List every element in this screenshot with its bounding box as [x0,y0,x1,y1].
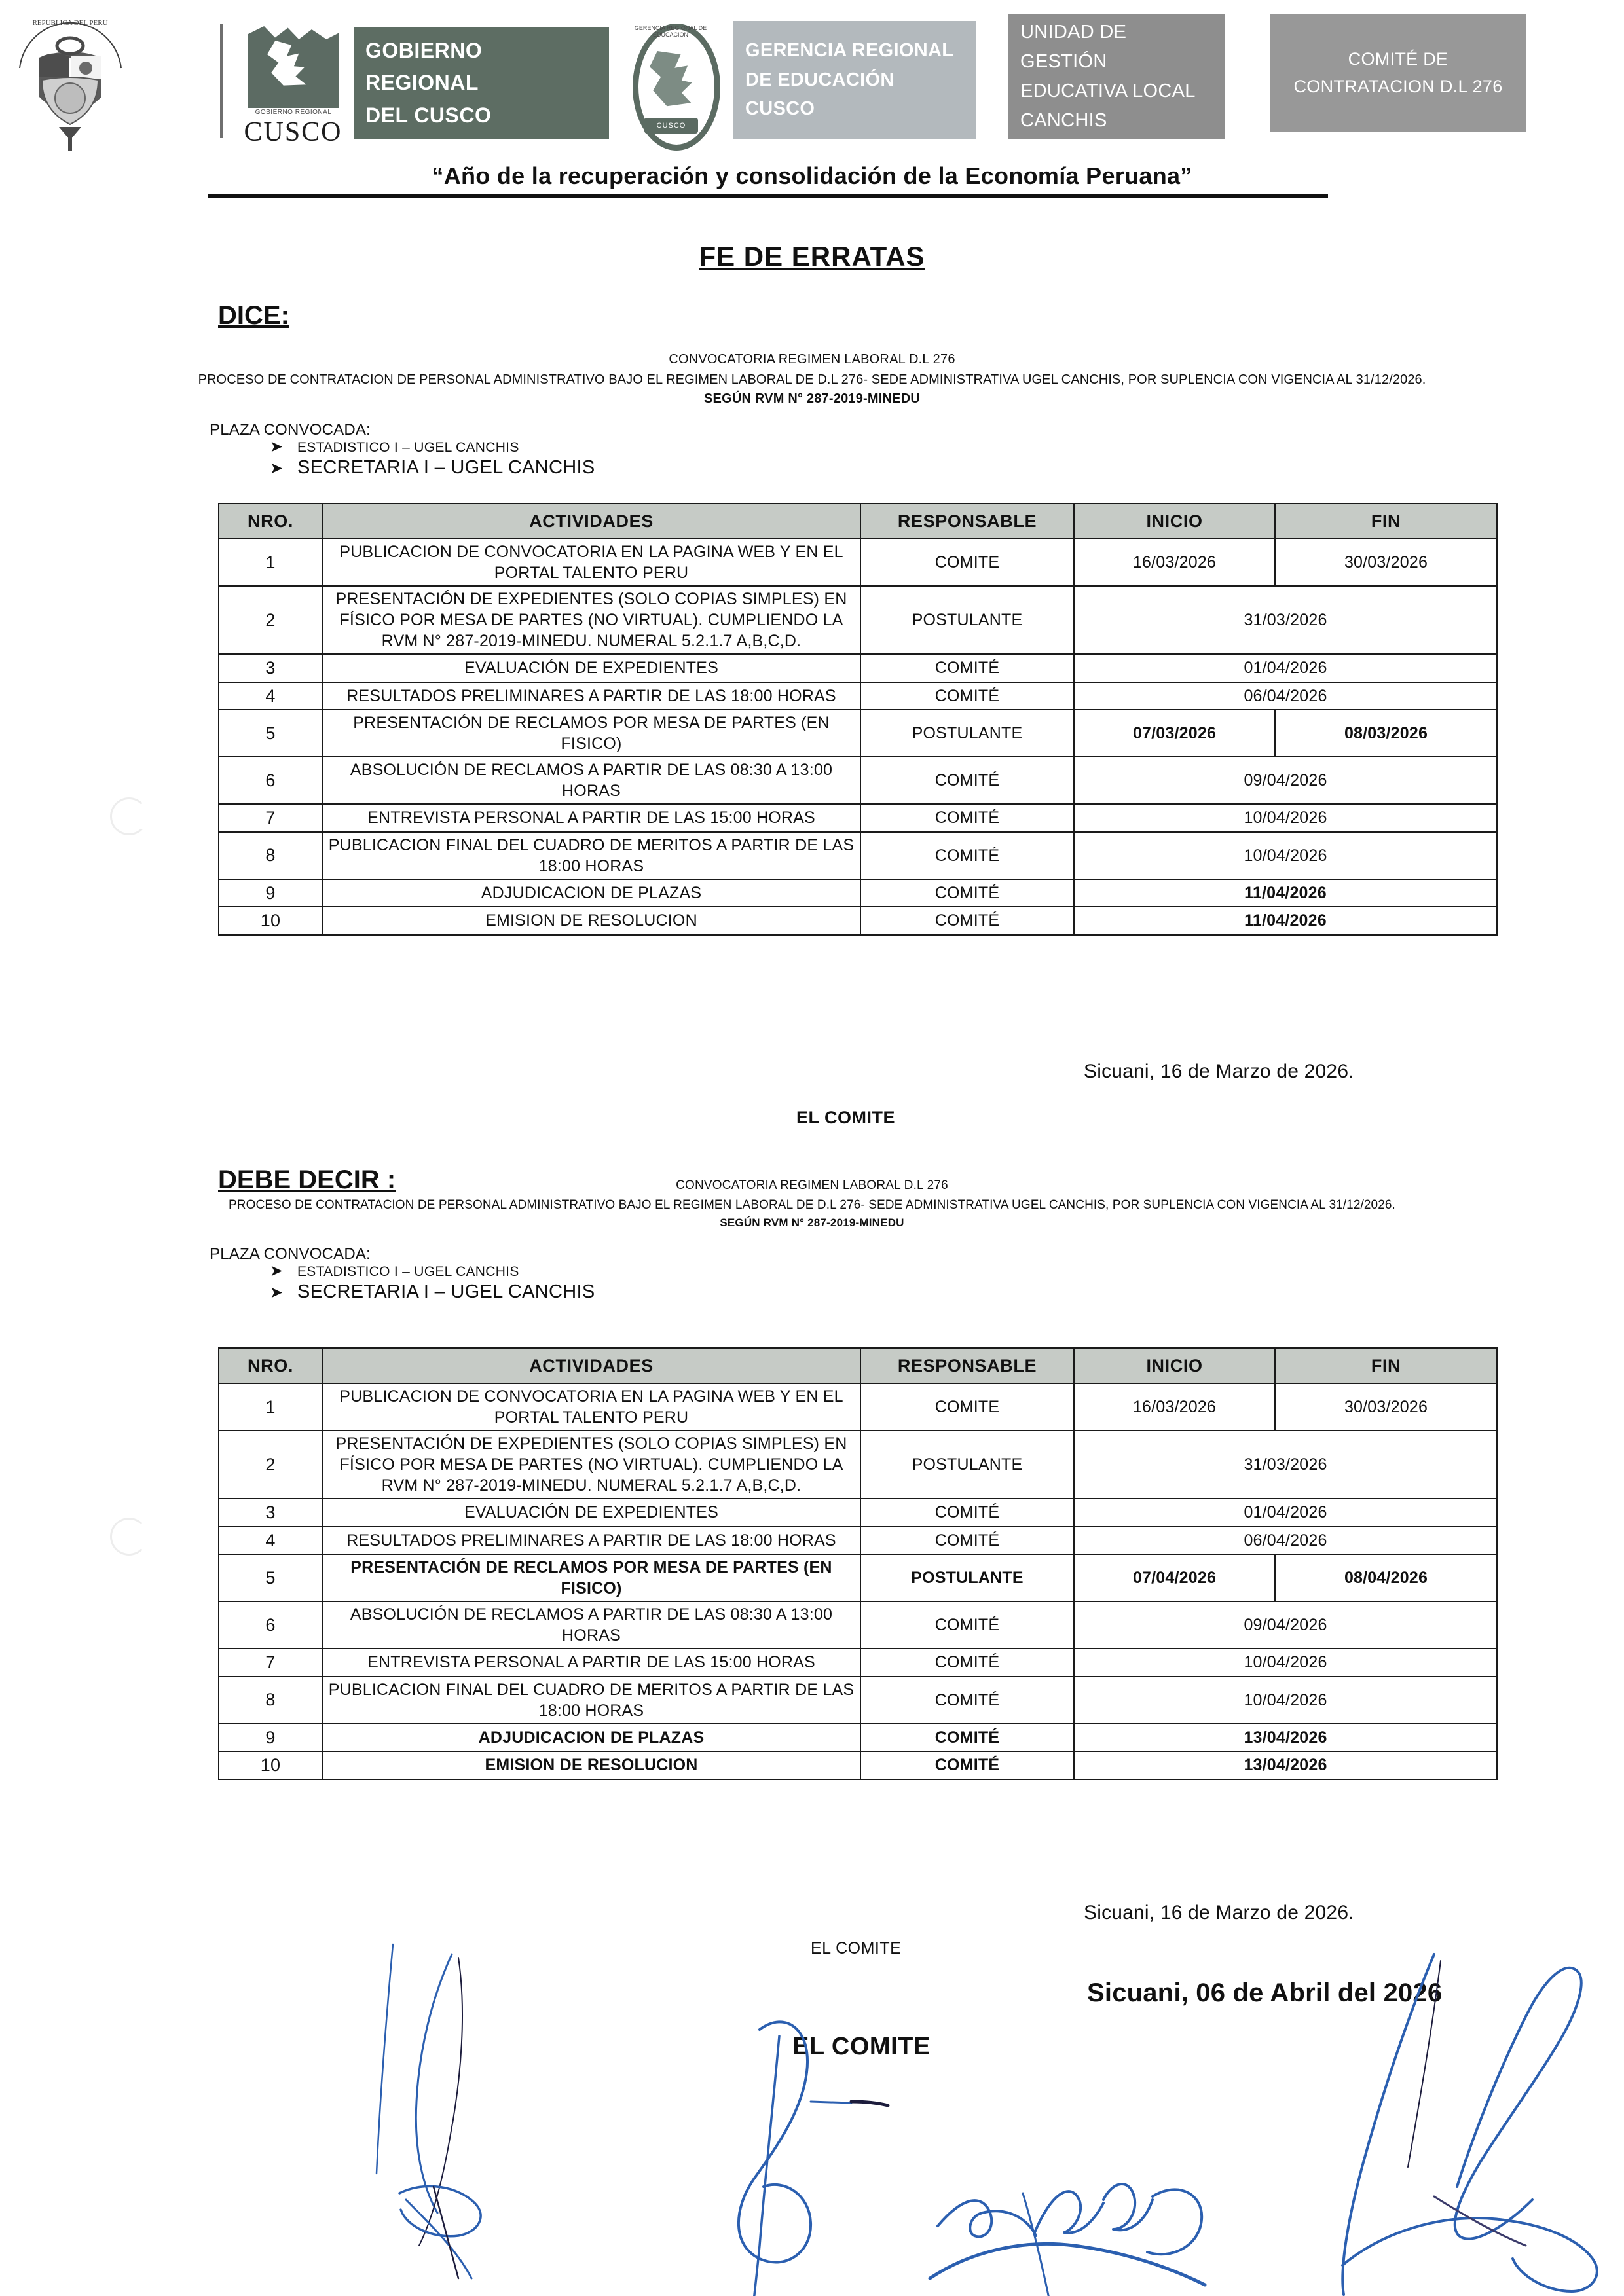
sicuani-final-date: Sicuani, 06 de Abril del 2026 [1087,1978,1443,2007]
cell-fecha-merged: 09/04/2026 [1074,757,1497,804]
table-header-row [219,1348,1497,1383]
cell-actividad: PRESENTACIÓN DE EXPEDIENTES (SOLO COPIAS SIMPLES) EN FÍSICO POR MESA DE PARTES (NO VIRTUAL). CUMPLIENDO LA RVM N° 287-2019-MINEDU. NUMERAL 5.2.1.7 A,B,C,D. [322,586,860,654]
schedule-table-debe-decir [218,1347,1498,1780]
cell-fecha-merged: 13/04/2026 [1074,1724,1497,1752]
col-header-nro: NRO. [219,1348,322,1383]
header-box-ugel-canchis [1008,14,1225,139]
cell-fecha-merged: 10/04/2026 [1074,804,1497,832]
cell-actividad: PRESENTACIÓN DE RECLAMOS POR MESA DE PARTES (EN FISICO) [322,1554,860,1601]
cell-nro: 9 [219,879,322,907]
plaza-item-label: SECRETARIA I – UGEL CANCHIS [297,457,595,478]
sicuani-date-dice: Sicuani, 16 de Marzo de 2026. [1084,1061,1354,1082]
sicuani-date-debe: Sicuani, 16 de Marzo de 2026. [1084,1902,1354,1923]
header-box2-line1: GERENCIA REGIONAL [745,39,954,61]
year-motto: “Año de la recuperación y consolidación de la Economía Peruana” [432,162,1192,189]
punch-hole-artifact [110,1518,148,1556]
cell-nro: 4 [219,682,322,710]
cell-actividad: EVALUACIÓN DE EXPEDIENTES [322,1499,860,1527]
cell-nro: 6 [219,757,322,804]
cell-responsable: COMITÉ [860,1527,1074,1555]
table-row [219,1554,1497,1601]
cell-responsable: COMITÉ [860,1499,1074,1527]
plaza-label-dice: PLAZA CONVOCADA: [210,421,371,439]
cell-nro: 3 [219,1499,322,1527]
conv-debe-line2: PROCESO DE CONTRATACION DE PERSONAL ADMINISTRATIVO BAJO EL REGIMEN LABORAL DE D.L 276- SEDE ADMINISTRATIVA UGEL CANCHIS, POR SUPLENCIA CON VIGENCIA AL 31/12/2026. [229,1198,1395,1212]
schedule-table-dice [218,503,1498,936]
cell-actividad: PUBLICACION DE CONVOCATORIA EN LA PAGINA WEB Y EN EL PORTAL TALENTO PERU [322,539,860,586]
plaza-item-secretaria-dice [270,457,595,479]
plaza-item-label: SECRETARIA I – UGEL CANCHIS [297,1281,595,1302]
col-header-fin: FIN [1275,1348,1497,1383]
bullet-arrow-icon: ➤ [270,1262,284,1280]
header-box4-line2: CONTRATACION D.L 276 [1293,77,1503,96]
table-row [219,1499,1497,1527]
cell-fecha-merged: 31/03/2026 [1074,1430,1497,1499]
cell-fecha-merged: 01/04/2026 [1074,1499,1497,1527]
cell-nro: 3 [219,654,322,682]
cell-nro: 7 [219,1649,322,1677]
cell-inicio: 16/03/2026 [1074,539,1275,586]
seal-ring-text: GERENCIA REGIONAL DE EDUCACION [634,25,707,38]
cell-responsable: COMITÉ [860,804,1074,832]
cell-responsable: COMITE [860,539,1074,586]
cell-nro: 5 [219,710,322,757]
cell-nro: 10 [219,1751,322,1779]
plaza-item-secretaria-debe [270,1281,595,1303]
el-comite-debe: EL COMITE [811,1939,902,1958]
cell-fin: 30/03/2026 [1275,1383,1497,1430]
page-title: FE DE ERRATAS [699,241,925,272]
cell-responsable: COMITÉ [860,907,1074,935]
plaza-label-debe: PLAZA CONVOCADA: [210,1245,371,1263]
table-row [219,832,1497,879]
table-row [219,654,1497,682]
cell-fecha-merged: 01/04/2026 [1074,654,1497,682]
cell-nro: 2 [219,586,322,654]
el-comite-dice: EL COMITE [796,1108,896,1127]
col-header-actividades: ACTIVIDADES [322,1348,860,1383]
table-row [219,1430,1497,1499]
table-row [219,757,1497,804]
cell-fecha-merged: 31/03/2026 [1074,586,1497,654]
conv-dice-line2: PROCESO DE CONTRATACION DE PERSONAL ADMINISTRATIVO BAJO EL REGIMEN LABORAL DE D.L 276- SEDE ADMINISTRATIVA UGEL CANCHIS, POR SUPLENCIA CON VIGENCIA AL 31/12/2026. [198,373,1426,387]
conv-debe-line1: CONVOCATORIA REGIMEN LABORAL D.L 276 [676,1178,948,1192]
header-divider-rule [220,24,223,138]
cell-actividad: PRESENTACIÓN DE RECLAMOS POR MESA DE PARTES (EN FISICO) [322,710,860,757]
table-row [219,804,1497,832]
header-box2-line2: DE EDUCACIÓN CUSCO [745,69,895,120]
header-separator-line [208,194,1328,198]
cell-nro: 10 [219,907,322,935]
cell-actividad: EVALUACIÓN DE EXPEDIENTES [322,654,860,682]
cell-responsable: COMITÉ [860,757,1074,804]
el-comite-final: EL COMITE [792,2033,931,2060]
seal-base-text: CUSCO [644,118,698,134]
cell-responsable: COMITÉ [860,832,1074,879]
cell-responsable: COMITÉ [860,1649,1074,1677]
table-row [219,710,1497,757]
cell-responsable: COMITÉ [860,1677,1074,1724]
bullet-arrow-icon: ➤ [270,1284,284,1302]
cell-responsable: COMITÉ [860,654,1074,682]
cell-actividad: PUBLICACION FINAL DEL CUADRO DE MERITOS A PARTIR DE LAS 18:00 HORAS [322,832,860,879]
cell-nro: 1 [219,1383,322,1430]
cell-actividad: PRESENTACIÓN DE EXPEDIENTES (SOLO COPIAS SIMPLES) EN FÍSICO POR MESA DE PARTES (NO VIRTUAL). CUMPLIENDO LA RVM N° 287-2019-MINEDU. NUMERAL 5.2.1.7 A,B,C,D. [322,1430,860,1499]
plaza-item-label: ESTADISTICO I – UGEL CANCHIS [297,440,519,455]
cusco-brand-logo [242,26,344,147]
cell-nro: 5 [219,1554,322,1601]
col-header-fin: FIN [1275,503,1497,539]
header-box-comite-contratacion [1270,14,1526,132]
schedule-table-dice-body [219,539,1497,935]
cell-actividad: RESULTADOS PRELIMINARES A PARTIR DE LAS 18:00 HORAS [322,682,860,710]
col-header-responsable: RESPONSABLE [860,503,1074,539]
cell-fecha-merged: 10/04/2026 [1074,1677,1497,1724]
cell-actividad: EMISION DE RESOLUCION [322,1751,860,1779]
table-header-row [219,503,1497,539]
cell-fecha-merged: 13/04/2026 [1074,1751,1497,1779]
svg-text:REPUBLICA DEL PERU: REPUBLICA DEL PERU [32,19,108,27]
cell-actividad: RESULTADOS PRELIMINARES A PARTIR DE LAS 18:00 HORAS [322,1527,860,1555]
cell-fecha-merged: 06/04/2026 [1074,1527,1497,1555]
cusco-logo-wordmark: CUSCO [244,117,342,147]
cell-responsable: COMITÉ [860,1751,1074,1779]
cell-fin: 30/03/2026 [1275,539,1497,586]
table-row [219,682,1497,710]
table-row [219,879,1497,907]
header-box-gobierno-regional [354,27,609,139]
cell-responsable: COMITÉ [860,1601,1074,1649]
cusco-rays-icon [248,26,339,108]
cell-fin: 08/03/2026 [1275,710,1497,757]
punch-hole-artifact [110,797,148,835]
cell-actividad: PUBLICACION FINAL DEL CUADRO DE MERITOS A PARTIR DE LAS 18:00 HORAS [322,1677,860,1724]
cell-inicio: 07/04/2026 [1074,1554,1275,1601]
plaza-item-label: ESTADISTICO I – UGEL CANCHIS [297,1264,519,1279]
section-heading-dice: DICE: [218,301,289,330]
col-header-nro: NRO. [219,503,322,539]
cell-nro: 9 [219,1724,322,1752]
convocatoria-block-debe [0,1178,1624,1230]
col-header-inicio: INICIO [1074,1348,1275,1383]
cell-fecha-merged: 11/04/2026 [1074,879,1497,907]
cell-responsable: COMITÉ [860,879,1074,907]
cell-actividad: ABSOLUCIÓN DE RECLAMOS A PARTIR DE LAS 08:30 A 13:00 HORAS [322,1601,860,1649]
gerencia-regional-seal-icon [629,20,714,144]
table-row [219,1383,1497,1430]
cell-responsable: POSTULANTE [860,1554,1074,1601]
cell-nro: 4 [219,1527,322,1555]
col-header-responsable: RESPONSABLE [860,1348,1074,1383]
table-row [219,1751,1497,1779]
table-row [219,539,1497,586]
cell-inicio: 16/03/2026 [1074,1383,1275,1430]
header-box1-line1: GOBIERNO REGIONAL [365,38,483,95]
col-header-inicio: INICIO [1074,503,1275,539]
header-box3-line2: EDUCATIVA LOCAL [1020,81,1196,101]
schedule-table-debe-body [219,1383,1497,1779]
cell-actividad: PUBLICACION DE CONVOCATORIA EN LA PAGINA WEB Y EN EL PORTAL TALENTO PERU [322,1383,860,1430]
cell-fecha-merged: 10/04/2026 [1074,1649,1497,1677]
plaza-item-estadistico-dice [270,437,519,456]
cell-responsable: POSTULANTE [860,586,1074,654]
cell-actividad: ENTREVISTA PERSONAL A PARTIR DE LAS 15:00 HORAS [322,804,860,832]
cell-nro: 8 [219,1677,322,1724]
cell-fin: 08/04/2026 [1275,1554,1497,1601]
cell-actividad: EMISION DE RESOLUCION [322,907,860,935]
table-row [219,1601,1497,1649]
col-header-actividades: ACTIVIDADES [322,503,860,539]
table-row [219,1677,1497,1724]
cell-fecha-merged: 10/04/2026 [1074,832,1497,879]
header-box-gerencia-regional [733,21,976,139]
conv-debe-line3: SEGÚN RVM N° 287-2019-MINEDU [720,1216,904,1229]
table-row [219,1649,1497,1677]
bullet-arrow-icon: ➤ [270,438,284,456]
cell-responsable: COMITÉ [860,682,1074,710]
cell-nro: 6 [219,1601,322,1649]
cell-nro: 7 [219,804,322,832]
bullet-arrow-icon: ➤ [270,460,284,477]
table-row [219,1527,1497,1555]
header-box1-line2: DEL CUSCO [365,103,492,127]
section-heading-debe-decir: DEBE DECIR : [218,1165,396,1194]
cell-responsable: POSTULANTE [860,710,1074,757]
header-box4-line1: COMITÉ DE [1348,49,1449,69]
cusco-logo-subtitle: GOBIERNO REGIONAL [255,109,332,116]
cell-nro: 1 [219,539,322,586]
letterhead [0,0,1624,164]
cell-responsable: POSTULANTE [860,1430,1074,1499]
cell-responsable: COMITE [860,1383,1074,1430]
cell-fecha-merged: 11/04/2026 [1074,907,1497,935]
conv-dice-line1: CONVOCATORIA REGIMEN LABORAL D.L 276 [669,352,955,367]
cell-actividad: ADJUDICACION DE PLAZAS [322,1724,860,1752]
cell-fecha-merged: 09/04/2026 [1074,1601,1497,1649]
convocatoria-block-dice [0,352,1624,407]
conv-dice-line3: SEGÚN RVM N° 287-2019-MINEDU [704,392,920,406]
header-box3-line3: CANCHIS [1020,109,1107,131]
peru-coat-of-arms-icon [0,12,141,153]
cell-inicio: 07/03/2026 [1074,710,1275,757]
cell-responsable: COMITÉ [860,1724,1074,1752]
plaza-item-estadistico-debe [270,1262,519,1281]
cell-actividad: ENTREVISTA PERSONAL A PARTIR DE LAS 15:00 HORAS [322,1649,860,1677]
cell-nro: 2 [219,1430,322,1499]
cell-fecha-merged: 06/04/2026 [1074,682,1497,710]
cell-nro: 8 [219,832,322,879]
cell-actividad: ADJUDICACION DE PLAZAS [322,879,860,907]
table-row [219,586,1497,654]
table-row [219,907,1497,935]
header-box3-line1: UNIDAD DE GESTIÓN [1020,22,1127,73]
table-row [219,1724,1497,1752]
cell-actividad: ABSOLUCIÓN DE RECLAMOS A PARTIR DE LAS 08:30 A 13:00 HORAS [322,757,860,804]
